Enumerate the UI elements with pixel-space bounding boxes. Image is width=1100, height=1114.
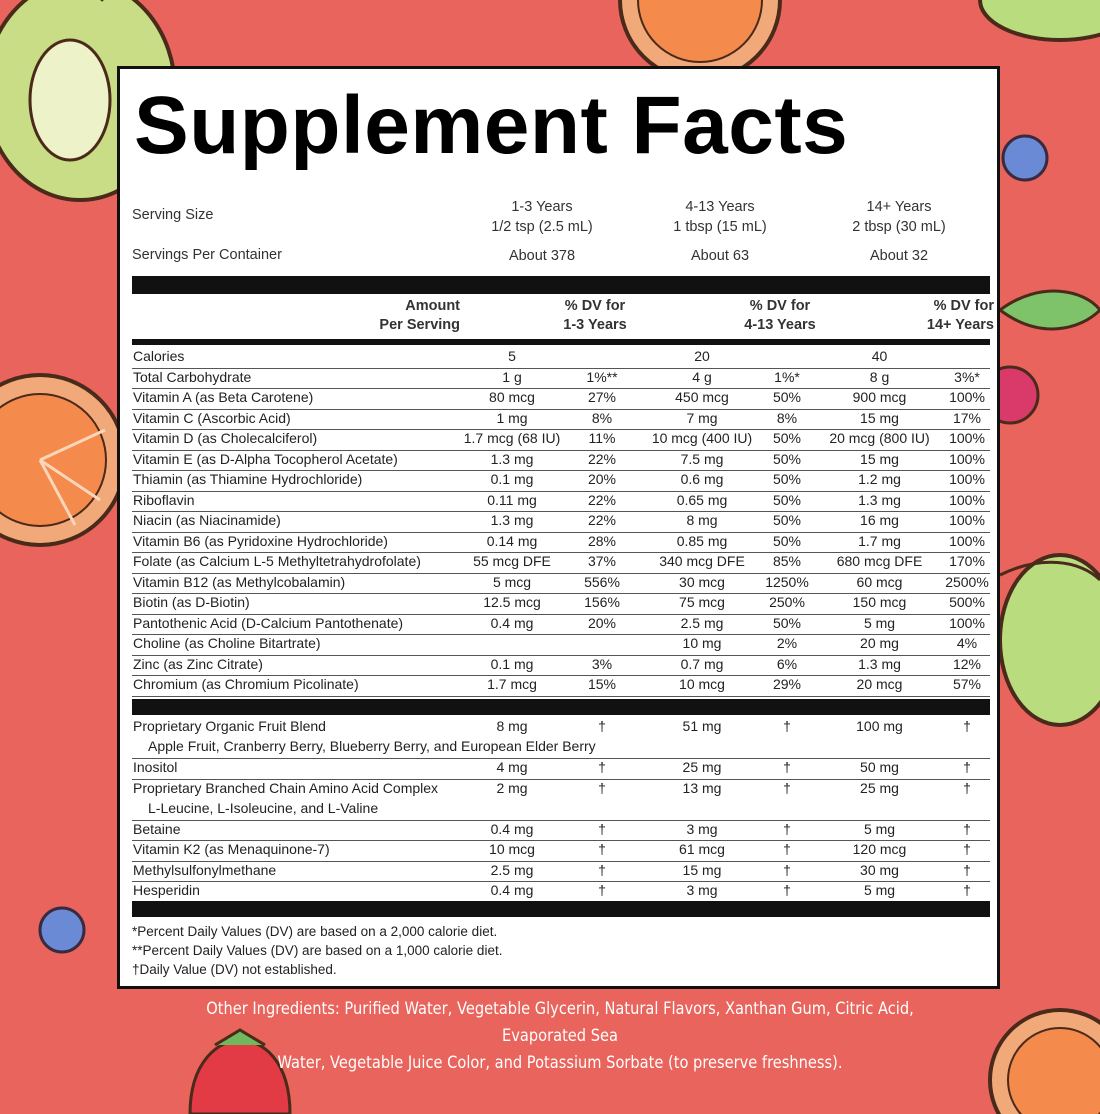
nutrient-row — [132, 470, 990, 492]
dv-1-3: † — [598, 861, 606, 878]
dv-1-3: † — [598, 820, 606, 837]
thick-divider-2 — [132, 699, 990, 715]
dv-4-13: 6% — [776, 655, 798, 672]
nutrient-name: Niacin (as Niacinamide) — [133, 512, 281, 528]
dv-4-13: 50% — [772, 430, 802, 446]
amount-14plus: 15 mg — [860, 450, 899, 467]
nutrient-row — [132, 491, 990, 513]
amount-14plus: 25 mg — [860, 779, 899, 796]
nutrient-name: Vitamin E (as D-Alpha Tocopherol Acetate) — [133, 450, 398, 467]
group-2-servings: About 63 — [690, 248, 750, 264]
dv-1-3: † — [598, 841, 606, 857]
dv-1-3: 156% — [584, 594, 620, 610]
nutrient-row — [132, 429, 990, 451]
dv-4-13: 50% — [772, 614, 802, 631]
amount-14plus: 5 mg — [863, 882, 896, 898]
group-1-age: 1-3 Years — [511, 199, 573, 215]
nutrient-row — [132, 450, 990, 472]
nutrient-name: Vitamin A (as Beta Carotene) — [133, 389, 314, 405]
amount-4-13: 4 g — [692, 368, 712, 385]
dv-1-3: 20% — [587, 614, 617, 631]
amount-1-3: 80 mcg — [489, 389, 535, 405]
amount-4-13: 15 mg — [682, 861, 722, 878]
amount-14plus: 900 mcg — [852, 389, 907, 405]
dv-14plus: 57% — [952, 676, 982, 692]
dv-14plus: 100% — [949, 491, 985, 508]
dv-4-13: 50% — [772, 471, 802, 487]
dv-14plus: 4% — [956, 635, 978, 651]
thick-divider-3 — [132, 901, 990, 917]
nutrient-row — [132, 409, 990, 431]
nutrient-name: Vitamin B12 (as Methylcobalamin) — [133, 573, 346, 590]
dv-1-3: † — [598, 779, 606, 796]
group-3-size: 2 tbsp (30 mL) — [852, 219, 946, 235]
dv-1-3: 20% — [587, 471, 617, 487]
dv-14plus: 17% — [952, 409, 982, 426]
amount-1-3: 5 — [508, 348, 516, 364]
proprietary-row — [132, 717, 990, 759]
dv-1-3: 8% — [591, 409, 613, 426]
dv-1-3: † — [598, 882, 606, 898]
amount-1-3: 0.1 mg — [490, 655, 534, 672]
amount-4-13: 0.85 mg — [676, 532, 728, 549]
amount-14plus: 1.2 mg — [858, 471, 901, 487]
dv-1-3: 3% — [591, 655, 613, 672]
ingredient-sublist: L-Leucine, L-Isoleucine, and L-Valine — [148, 799, 379, 816]
amount-14plus: 30 mg — [860, 861, 899, 878]
dv-4-13: 29% — [772, 676, 802, 692]
other-ingredients-line-2: Water, Vegetable Juice Color, and Potassium Sorbate (to preserve freshness). — [277, 1053, 843, 1073]
dv-4-13: 50% — [772, 450, 802, 467]
other-ingredients-line-1: Other Ingredients: Purified Water, Vegetable Glycerin, Natural Flavors, Xanthan Gum, Citric Acid, Evaporated Sea — [206, 999, 914, 1046]
dv-4-13: 85% — [772, 553, 802, 569]
ingredient-name: Proprietary Organic Fruit Blend — [133, 718, 326, 734]
ingredient-sublist: Apple Fruit, Cranberry Berry, Blueberry Berry, and European Elder Berry — [148, 738, 596, 754]
dv-4-13: 250% — [769, 594, 805, 610]
dv-14plus: 12% — [952, 655, 982, 672]
orange-slice-left-illustration — [0, 375, 125, 545]
dv-4-13: 50% — [772, 389, 802, 405]
amount-4-13: 10 mcg (400 IU) — [651, 430, 753, 446]
amount-4-13: 30 mcg — [679, 573, 725, 590]
orange-slice-bottom-illustration — [990, 1010, 1100, 1114]
dv-14plus: 170% — [949, 553, 985, 569]
amount-1-3: 55 mcg DFE — [473, 553, 551, 569]
amount-14plus: 1.3 mg — [858, 655, 901, 672]
nutrient-row — [132, 573, 990, 595]
header-dv-1-3: % DV for 1-3 Years — [563, 298, 627, 333]
amount-14plus: 1.3 mg — [858, 491, 901, 508]
dv-14plus: † — [963, 882, 971, 898]
group-2-size: 1 tbsp (15 mL) — [673, 219, 767, 235]
header-dv-4-13: % DV for 4-13 Years — [744, 298, 816, 333]
amount-1-3: 8 mg — [496, 718, 528, 734]
amount-14plus: 5 mg — [863, 614, 896, 631]
amount-14plus: 680 mcg DFE — [836, 553, 923, 569]
nutrient-name: Pantothenic Acid (D-Calcium Pantothenate) — [133, 614, 404, 631]
amount-4-13: 10 mg — [682, 635, 722, 651]
amount-1-3: 2.5 mg — [490, 861, 534, 878]
amount-14plus: 15 mg — [860, 409, 899, 426]
dv-14plus: 100% — [949, 450, 985, 467]
dv-1-3: 22% — [587, 450, 617, 467]
amount-4-13: 7 mg — [686, 409, 718, 426]
amount-4-13: 20 — [694, 348, 710, 364]
dv-4-13: † — [783, 718, 791, 734]
supplement-facts-label — [117, 66, 1000, 989]
dv-4-13: † — [783, 882, 791, 898]
nutrient-name: Total Carbohydrate — [133, 368, 252, 385]
nutrient-row — [132, 532, 990, 554]
nutrient-name: Choline (as Choline Bitartrate) — [133, 635, 321, 651]
dv-1-3: 556% — [584, 573, 620, 590]
green-apple-illustration — [980, 0, 1100, 40]
other-ingredients — [182, 996, 939, 1077]
dv-4-13: 1250% — [765, 573, 809, 590]
proprietary-row — [132, 861, 990, 883]
nutrient-row — [132, 593, 990, 615]
nutrient-name: Zinc (as Zinc Citrate) — [133, 655, 263, 672]
dv-14plus: † — [963, 820, 971, 837]
dv-14plus: 100% — [949, 512, 985, 528]
nutrient-row — [132, 614, 990, 636]
dv-14plus: † — [963, 718, 971, 734]
amount-14plus: 20 mg — [860, 635, 899, 651]
nutrient-name: Vitamin B6 (as Pyridoxine Hydrochloride) — [133, 532, 388, 549]
serving-size-label: Serving Size — [132, 207, 214, 223]
nutrient-name: Riboflavin — [133, 491, 195, 508]
nutrient-name: Calories — [133, 348, 185, 364]
dv-4-13: 8% — [776, 409, 798, 426]
amount-4-13: 7.5 mg — [680, 450, 724, 467]
amount-1-3: 5 mcg — [492, 573, 532, 590]
amount-4-13: 450 mcg — [675, 389, 729, 405]
ingredient-name: Proprietary Branched Chain Amino Acid Complex — [133, 779, 439, 796]
nutrient-name: Chromium (as Chromium Picolinate) — [133, 676, 359, 692]
leaf-illustration — [1000, 291, 1100, 329]
label-title: Supplement Facts — [134, 80, 849, 171]
amount-4-13: 340 mcg DFE — [659, 553, 745, 569]
ingredient-name: Vitamin K2 (as Menaquinone-7) — [133, 841, 330, 857]
amount-1-3: 1.7 mcg (68 IU) — [463, 430, 561, 446]
servings-per-container-label: Servings Per Container — [132, 247, 282, 263]
amount-1-3: 1 g — [502, 368, 522, 385]
apple-right-illustration — [1000, 555, 1100, 725]
thick-divider — [132, 276, 990, 294]
dv-14plus: 2500% — [945, 573, 989, 590]
nutrient-row — [132, 347, 990, 369]
amount-14plus: 20 mcg (800 IU) — [829, 430, 930, 446]
nutrient-row — [132, 368, 990, 390]
group-3-age: 14+ Years — [866, 199, 932, 215]
amount-14plus: 8 g — [869, 368, 890, 385]
dv-1-3: 11% — [588, 430, 616, 446]
amount-4-13: 10 mcg — [679, 676, 725, 692]
dv-14plus: † — [963, 759, 971, 775]
ingredient-name: Betaine — [133, 820, 181, 837]
nutrient-row — [132, 388, 990, 410]
blueberry-illustration — [1003, 136, 1047, 180]
dv-1-3: 22% — [587, 512, 617, 528]
amount-4-13: 0.6 mg — [680, 471, 724, 487]
amount-4-13: 3 mg — [686, 820, 718, 837]
amount-1-3: 0.4 mg — [490, 614, 534, 631]
nutrient-row — [132, 552, 990, 574]
dv-4-13: † — [783, 820, 791, 837]
group-1-size: 1/2 tsp (2.5 mL) — [491, 219, 593, 235]
amount-1-3: 2 mg — [496, 779, 528, 796]
dv-14plus: † — [963, 841, 971, 857]
amount-1-3: 1.7 mcg — [487, 676, 537, 692]
ingredient-name: Methylsulfonylmethane — [133, 861, 277, 878]
amount-1-3: 0.1 mg — [490, 471, 534, 487]
amount-14plus: 60 mcg — [856, 573, 903, 590]
nutrient-row — [132, 675, 990, 697]
amount-14plus: 50 mg — [860, 759, 899, 775]
nutrient-name: Vitamin D (as Cholecalciferol) — [133, 430, 318, 446]
proprietary-row — [132, 758, 990, 780]
ingredient-name: Hesperidin — [133, 882, 200, 898]
amount-1-3: 4 mg — [496, 759, 528, 775]
ingredient-name: Inositol — [133, 759, 178, 775]
dv-4-13: † — [783, 779, 791, 796]
amount-14plus: 120 mcg — [852, 841, 907, 857]
amount-4-13: 61 mcg — [679, 841, 725, 857]
nutrient-row — [132, 511, 990, 533]
dv-14plus: 100% — [949, 614, 985, 631]
blueberry-left-illustration — [40, 908, 84, 952]
amount-4-13: 8 mg — [686, 512, 718, 528]
amount-14plus: 150 mcg — [852, 594, 907, 610]
footnote-3: †Daily Value (DV) not established. — [132, 962, 337, 977]
dv-4-13: 50% — [772, 532, 802, 549]
amount-1-3: 0.11 mg — [487, 491, 537, 508]
amount-1-3: 0.4 mg — [490, 820, 534, 837]
dv-1-3: 22% — [587, 491, 617, 508]
amount-14plus: 40 — [871, 348, 888, 364]
dv-14plus: 100% — [949, 471, 985, 487]
amount-1-3: 0.4 mg — [490, 882, 534, 898]
footnote-2: **Percent Daily Values (DV) are based on a 1,000 calorie diet. — [132, 943, 503, 958]
dv-14plus: 100% — [949, 430, 985, 446]
dv-4-13: 50% — [772, 512, 802, 528]
footnote-1: *Percent Daily Values (DV) are based on a 2,000 calorie diet. — [132, 924, 498, 939]
dv-1-3: † — [598, 759, 606, 775]
dv-4-13: 2% — [776, 635, 798, 651]
amount-4-13: 3 mg — [686, 882, 718, 898]
dv-14plus: † — [963, 861, 971, 878]
amount-4-13: 13 mg — [682, 779, 722, 796]
dv-4-13: 50% — [772, 491, 802, 508]
dv-4-13: † — [783, 861, 791, 878]
dv-1-3: 15% — [587, 676, 617, 692]
dv-4-13: † — [783, 759, 791, 775]
nutrient-name: Thiamin (as Thiamine Hydrochloride) — [133, 471, 363, 487]
amount-1-3: 1.3 mg — [490, 512, 534, 528]
proprietary-row — [132, 840, 990, 862]
nutrient-name: Folate (as Calcium L-5 Methyltetrahydrofolate) — [133, 553, 421, 569]
proprietary-row — [132, 881, 990, 903]
header-dv-14plus: % DV for 14+ Years — [926, 298, 994, 333]
amount-1-3: 12.5 mcg — [483, 594, 541, 610]
amount-1-3: 0.14 mg — [486, 532, 538, 549]
amount-1-3: 1.3 mg — [490, 450, 534, 467]
dv-1-3: 28% — [587, 532, 617, 549]
dv-14plus: 500% — [949, 594, 985, 610]
header-amount: Amount Per Serving — [379, 298, 460, 333]
dv-4-13: 1%* — [774, 368, 800, 385]
amount-14plus: 16 mg — [860, 512, 899, 528]
group-1-servings: About 378 — [508, 248, 576, 264]
nutrient-row — [132, 634, 990, 656]
amount-4-13: 75 mcg — [679, 594, 725, 610]
dv-14plus: 100% — [949, 389, 985, 405]
amount-4-13: 0.65 mg — [676, 491, 728, 508]
group-2-age: 4-13 Years — [685, 199, 755, 215]
amount-14plus: 1.7 mg — [858, 532, 901, 549]
proprietary-row — [132, 820, 990, 842]
dv-1-3: † — [598, 718, 606, 734]
amount-1-3: 10 mcg — [489, 841, 535, 857]
dv-1-3: 37% — [587, 553, 617, 569]
medium-divider — [132, 339, 990, 345]
nutrient-name: Vitamin C (Ascorbic Acid) — [133, 409, 291, 426]
nutrient-name: Biotin (as D-Biotin) — [133, 594, 250, 610]
dv-14plus: 3%* — [954, 368, 980, 385]
amount-14plus: 100 mg — [856, 718, 903, 734]
amount-4-13: 25 mg — [682, 759, 722, 775]
dv-14plus: 100% — [949, 532, 985, 549]
dv-1-3: 1%** — [586, 368, 618, 385]
amount-1-3: 1 mg — [496, 409, 528, 426]
proprietary-row — [132, 779, 990, 821]
amount-14plus: 20 mcg — [856, 676, 903, 692]
amount-4-13: 0.7 mg — [680, 655, 724, 672]
dv-1-3: 27% — [587, 389, 617, 405]
nutrient-row — [132, 655, 990, 677]
amount-4-13: 2.5 mg — [680, 614, 724, 631]
amount-4-13: 51 mg — [682, 718, 722, 734]
amount-14plus: 5 mg — [863, 820, 896, 837]
dv-14plus: † — [963, 779, 971, 796]
group-3-servings: About 32 — [869, 248, 929, 264]
dv-4-13: † — [783, 841, 791, 857]
